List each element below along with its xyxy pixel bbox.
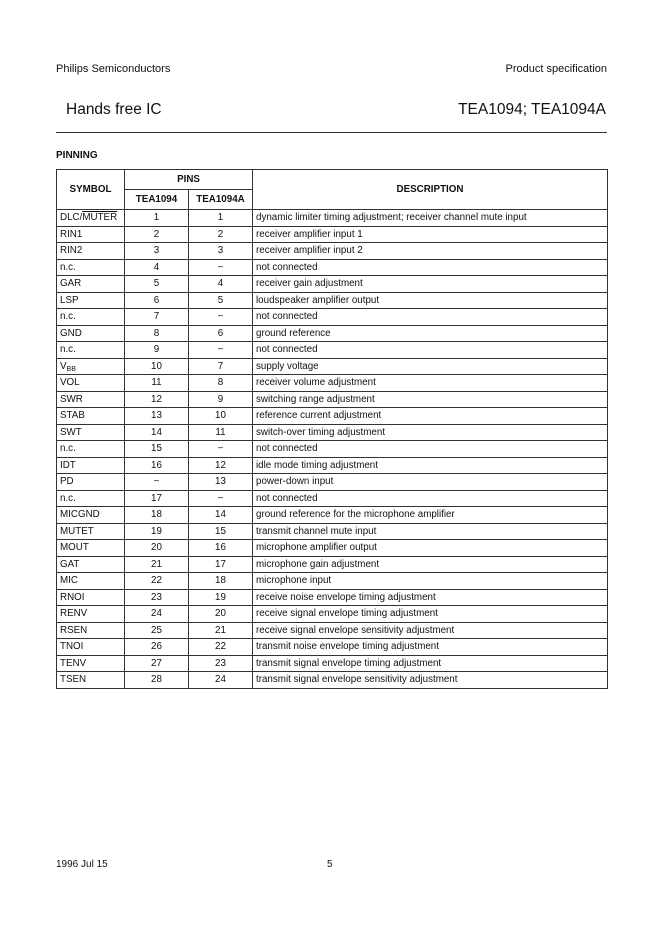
cell-tea1094a: 8 [189, 375, 253, 392]
cell-symbol: n.c. [57, 490, 125, 507]
cell-description: receive signal envelope timing adjustment [253, 606, 608, 623]
cell-description: transmit noise envelope timing adjustment [253, 639, 608, 656]
table-row [57, 573, 608, 590]
cell-tea1094: 28 [125, 672, 189, 689]
table-row [57, 424, 608, 441]
symbol-dlc: DLC/ [60, 212, 83, 223]
cell-symbol: TSEN [57, 672, 125, 689]
symbol-muter-overline: MUTER [82, 212, 118, 223]
document-title: Hands free IC [66, 101, 162, 118]
cell-symbol: SWR [57, 391, 125, 408]
cell-tea1094: 22 [125, 573, 189, 590]
cell-description: ground reference [253, 325, 608, 342]
table-row [57, 507, 608, 524]
cell-description: not connected [253, 342, 608, 359]
cell-tea1094a: 21 [189, 622, 253, 639]
cell-tea1094: 4 [125, 259, 189, 276]
cell-tea1094a: − [189, 259, 253, 276]
cell-description: receiver amplifier input 1 [253, 226, 608, 243]
cell-description: receiver volume adjustment [253, 375, 608, 392]
cell-description: transmit signal envelope timing adjustment [253, 655, 608, 672]
table-row [57, 639, 608, 656]
table-row [57, 292, 608, 309]
cell-tea1094a: 13 [189, 474, 253, 491]
header-tea1094a: TEA1094A [189, 190, 253, 210]
cell-tea1094a: 9 [189, 391, 253, 408]
header-description: DESCRIPTION [253, 170, 608, 210]
cell-description: ground reference for the microphone amplifier [253, 507, 608, 524]
cell-tea1094: 2 [125, 226, 189, 243]
table-row [57, 309, 608, 326]
header-pins: PINS [125, 170, 253, 190]
table-row [57, 276, 608, 293]
cell-tea1094: 8 [125, 325, 189, 342]
cell-description: dynamic limiter timing adjustment; receiver channel mute input [253, 210, 608, 227]
table-row [57, 259, 608, 276]
cell-tea1094: 19 [125, 523, 189, 540]
cell-symbol [57, 210, 125, 227]
cell-tea1094: 5 [125, 276, 189, 293]
cell-description: microphone gain adjustment [253, 556, 608, 573]
cell-tea1094a: 20 [189, 606, 253, 623]
cell-symbol: SWT [57, 424, 125, 441]
cell-tea1094: 26 [125, 639, 189, 656]
table-row [57, 474, 608, 491]
cell-tea1094a: 23 [189, 655, 253, 672]
cell-tea1094: 17 [125, 490, 189, 507]
cell-description: idle mode timing adjustment [253, 457, 608, 474]
cell-tea1094a: 17 [189, 556, 253, 573]
cell-tea1094: 16 [125, 457, 189, 474]
cell-tea1094a: 14 [189, 507, 253, 524]
cell-description: receiver amplifier input 2 [253, 243, 608, 260]
cell-symbol: RIN1 [57, 226, 125, 243]
cell-tea1094: 21 [125, 556, 189, 573]
cell-description: transmit signal envelope sensitivity adjustment [253, 672, 608, 689]
table-row [57, 655, 608, 672]
cell-symbol: RSEN [57, 622, 125, 639]
table-row [57, 622, 608, 639]
cell-description: loudspeaker amplifier output [253, 292, 608, 309]
cell-tea1094: 1 [125, 210, 189, 227]
header-symbol: SYMBOL [57, 170, 125, 210]
cell-tea1094a: 4 [189, 276, 253, 293]
cell-description: not connected [253, 441, 608, 458]
table-row [57, 375, 608, 392]
cell-tea1094a: 22 [189, 639, 253, 656]
header-divider [56, 132, 607, 133]
table-row [57, 672, 608, 689]
cell-tea1094: 10 [125, 358, 189, 375]
cell-tea1094: 24 [125, 606, 189, 623]
cell-description: microphone input [253, 573, 608, 590]
part-numbers: TEA1094; TEA1094A [458, 101, 606, 118]
cell-tea1094a: 1 [189, 210, 253, 227]
cell-description: not connected [253, 309, 608, 326]
table-row [57, 556, 608, 573]
cell-tea1094: 18 [125, 507, 189, 524]
table-row [57, 210, 608, 227]
table-row [57, 391, 608, 408]
table-row [57, 325, 608, 342]
cell-description: switching range adjustment [253, 391, 608, 408]
cell-description: receive noise envelope timing adjustment [253, 589, 608, 606]
cell-tea1094a: 16 [189, 540, 253, 557]
cell-symbol: n.c. [57, 259, 125, 276]
cell-tea1094a: − [189, 441, 253, 458]
cell-tea1094a: 15 [189, 523, 253, 540]
cell-tea1094a: 19 [189, 589, 253, 606]
cell-tea1094: 6 [125, 292, 189, 309]
cell-symbol: RIN2 [57, 243, 125, 260]
cell-symbol: RNOI [57, 589, 125, 606]
pinning-table [56, 169, 608, 689]
cell-tea1094: 13 [125, 408, 189, 425]
cell-symbol: RENV [57, 606, 125, 623]
cell-tea1094: 12 [125, 391, 189, 408]
cell-tea1094: 27 [125, 655, 189, 672]
cell-tea1094a: 11 [189, 424, 253, 441]
cell-symbol: PD [57, 474, 125, 491]
table-row [57, 589, 608, 606]
cell-description: supply voltage [253, 358, 608, 375]
cell-symbol: TENV [57, 655, 125, 672]
page-number: 5 [327, 859, 333, 870]
cell-tea1094: 11 [125, 375, 189, 392]
cell-symbol: GAR [57, 276, 125, 293]
cell-description: receiver gain adjustment [253, 276, 608, 293]
cell-tea1094a: − [189, 309, 253, 326]
section-title: PINNING [56, 150, 98, 161]
cell-description: reference current adjustment [253, 408, 608, 425]
cell-symbol: MOUT [57, 540, 125, 557]
cell-symbol [57, 358, 125, 375]
cell-tea1094a: 3 [189, 243, 253, 260]
table-row [57, 441, 608, 458]
cell-tea1094a: 12 [189, 457, 253, 474]
cell-tea1094: 3 [125, 243, 189, 260]
cell-symbol: STAB [57, 408, 125, 425]
cell-symbol: n.c. [57, 441, 125, 458]
cell-tea1094a: 10 [189, 408, 253, 425]
cell-tea1094: − [125, 474, 189, 491]
header-tea1094: TEA1094 [125, 190, 189, 210]
cell-tea1094: 25 [125, 622, 189, 639]
cell-symbol: MIC [57, 573, 125, 590]
cell-symbol: LSP [57, 292, 125, 309]
cell-symbol: VOL [57, 375, 125, 392]
cell-tea1094: 20 [125, 540, 189, 557]
table-row [57, 457, 608, 474]
cell-symbol: MICGND [57, 507, 125, 524]
cell-tea1094a: 6 [189, 325, 253, 342]
cell-tea1094a: 24 [189, 672, 253, 689]
table-row [57, 540, 608, 557]
cell-symbol: GAT [57, 556, 125, 573]
table-row [57, 408, 608, 425]
footer-date: 1996 Jul 15 [56, 859, 108, 870]
cell-tea1094: 23 [125, 589, 189, 606]
cell-symbol: IDT [57, 457, 125, 474]
cell-tea1094: 9 [125, 342, 189, 359]
cell-description: receive signal envelope sensitivity adjustment [253, 622, 608, 639]
table-row [57, 490, 608, 507]
cell-description: transmit channel mute input [253, 523, 608, 540]
cell-tea1094a: − [189, 490, 253, 507]
company-name: Philips Semiconductors [56, 63, 171, 75]
table-row [57, 606, 608, 623]
cell-tea1094a: − [189, 342, 253, 359]
cell-tea1094a: 2 [189, 226, 253, 243]
table-row [57, 358, 608, 375]
table-row [57, 523, 608, 540]
table-row [57, 243, 608, 260]
cell-description: power-down input [253, 474, 608, 491]
cell-description: not connected [253, 490, 608, 507]
cell-tea1094a: 7 [189, 358, 253, 375]
symbol-subscript-bb: BB [66, 365, 76, 373]
cell-symbol: MUTET [57, 523, 125, 540]
cell-symbol: TNOI [57, 639, 125, 656]
cell-tea1094: 7 [125, 309, 189, 326]
cell-tea1094a: 18 [189, 573, 253, 590]
document-type: Product specification [505, 63, 607, 75]
cell-tea1094a: 5 [189, 292, 253, 309]
symbol-v: V [60, 360, 67, 372]
cell-description: not connected [253, 259, 608, 276]
cell-symbol: GND [57, 325, 125, 342]
table-row [57, 226, 608, 243]
cell-tea1094: 14 [125, 424, 189, 441]
cell-symbol: n.c. [57, 342, 125, 359]
cell-description: switch-over timing adjustment [253, 424, 608, 441]
table-row [57, 342, 608, 359]
cell-symbol: n.c. [57, 309, 125, 326]
cell-description: microphone amplifier output [253, 540, 608, 557]
cell-tea1094: 15 [125, 441, 189, 458]
